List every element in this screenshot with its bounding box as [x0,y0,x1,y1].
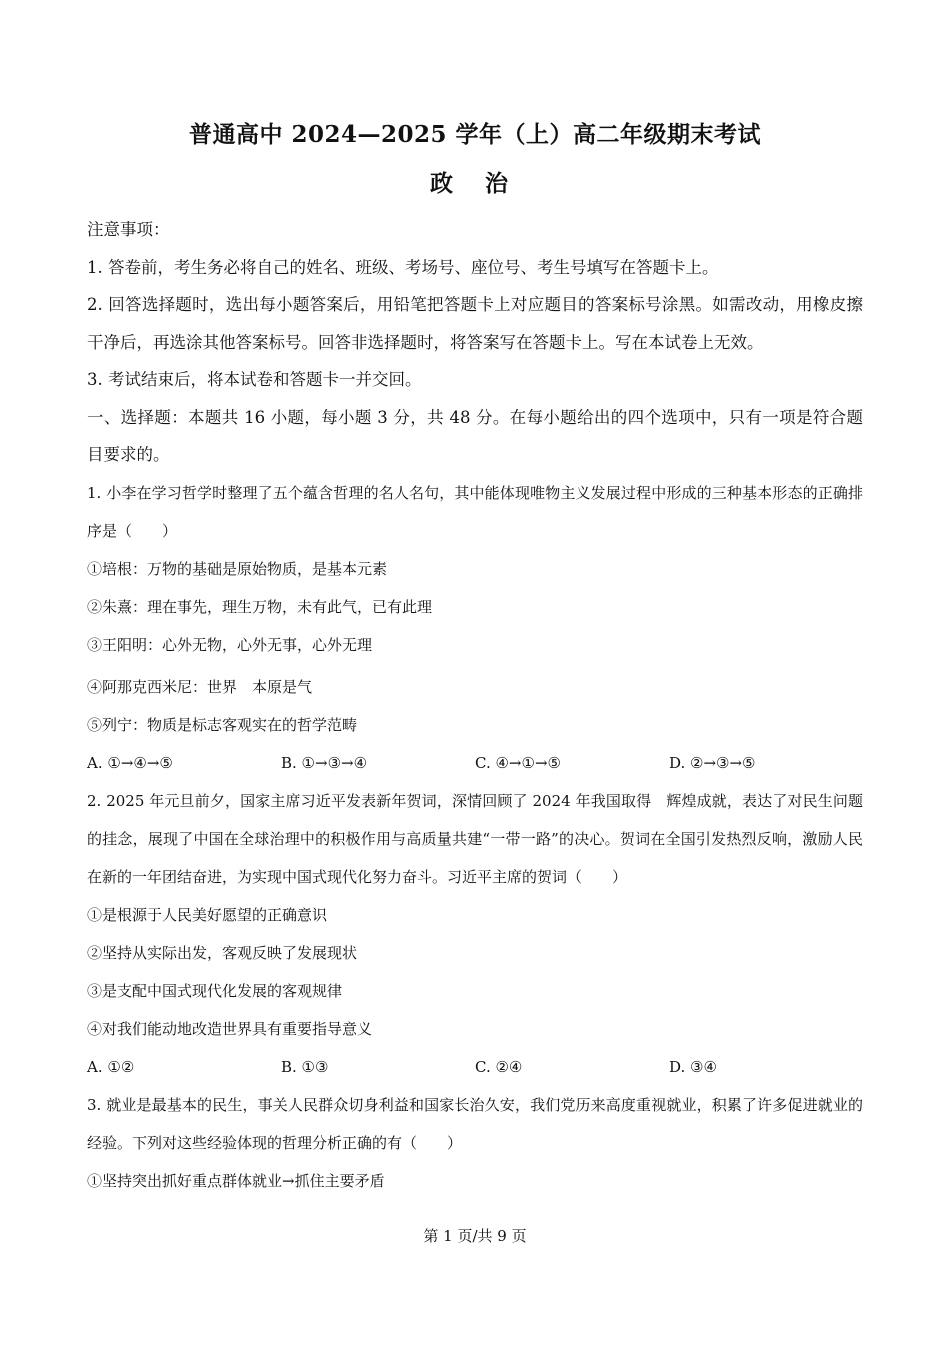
exam-title: 普通高中 2024—2025 学年（上）高二年级期末考试 [188,121,762,148]
question-statement: ①培根：万物的基础是原始物质，是基本元素 [87,559,388,578]
choice-d: D. ③④ [669,1057,717,1076]
choice-c: C. ②④ [475,1057,523,1076]
choice-d: D. ②→③→⑤ [669,753,756,772]
question-statement: ③王阳明：心外无物，心外无事，心外无理 [87,635,373,654]
question-stem: 2. 2025 年元旦前夕，国家主席习近平发表新年贺词，深情回顾了 2024 年我国取得 辉煌成就，表达了对民生问题的挂念，展现了中国在全球治理中的积极作用与高质量共建“一带一路”的决心。贺词在全国引发热烈反响，激励人民在新的一年团结奋进，为实现中国式现代化努力奋斗。习近平主席的贺词（ ） [87,791,863,886]
answer-choices [87,744,863,782]
question-stem: 3. 就业是最基本的民生，事关人民群众切身利益和国家长治久安，我们党历来高度重视就业，积累了许多促进就业的经验。下列对这些经验体现的哲理分析正确的有（ ） [87,1095,863,1152]
notice-item: 2. 回答选择题时，选出每小题答案后，用铅笔把答题卡上对应题目的答案标号涂黑。如需改动，用橡皮擦干净后，再选涂其他答案标号。回答非选择题时，将答案写在答题卡上。写在本试卷上无效。 [87,295,863,352]
choice-b: B. ①→③→④ [281,753,368,772]
question-statement: ⑤列宁：物质是标志客观实在的哲学范畴 [87,715,358,734]
choice-b: B. ①③ [281,1057,329,1076]
choice-c: C. ④→①→⑤ [475,753,561,772]
question-statement: ②坚持从实际出发，客观反映了发展现状 [87,943,358,962]
question-statement: ④对我们能动地改造世界具有重要指导意义 [87,1019,373,1038]
page-footer: 第 1 页/共 9 页 [423,1227,527,1245]
choice-a: A. ①② [87,1057,135,1076]
exam-body [87,211,863,1200]
notice-heading: 注意事项： [87,220,170,239]
notice-item: 3. 考试结束后，将本试卷和答题卡一并交回。 [87,370,422,389]
section-heading: 一、选择题：本题共 16 小题，每小题 3 分，共 48 分。在每小题给出的四个选项中，只有一项是符合题目要求的。 [87,407,863,464]
notice-item: 1. 答卷前，考生务必将自己的姓名、班级、考场号、座位号、考生号填写在答题卡上。 [87,257,719,277]
question-stem: 1. 小李在学习哲学时整理了五个蕴含哲理的名人名句，其中能体现唯物主义发展过程中形成的三种基本形态的正确排序是（ ） [87,483,863,540]
question-statement: ③是支配中国式现代化发展的客观规律 [87,981,343,1000]
choice-a: A. ①→④→⑤ [87,753,173,772]
question-statement: ①是根源于人民美好愿望的正确意识 [87,905,328,924]
question-statement: ①坚持突出抓好重点群体就业→抓住主要矛盾 [87,1171,385,1190]
answer-choices [87,1048,863,1086]
question-statement: ④阿那克西米尼：世界 本原是气 [87,677,313,696]
question-statement: ②朱熹：理在事先，理生万物，未有此气，已有此理 [87,597,433,616]
exam-subject: 政 治 [429,170,520,197]
